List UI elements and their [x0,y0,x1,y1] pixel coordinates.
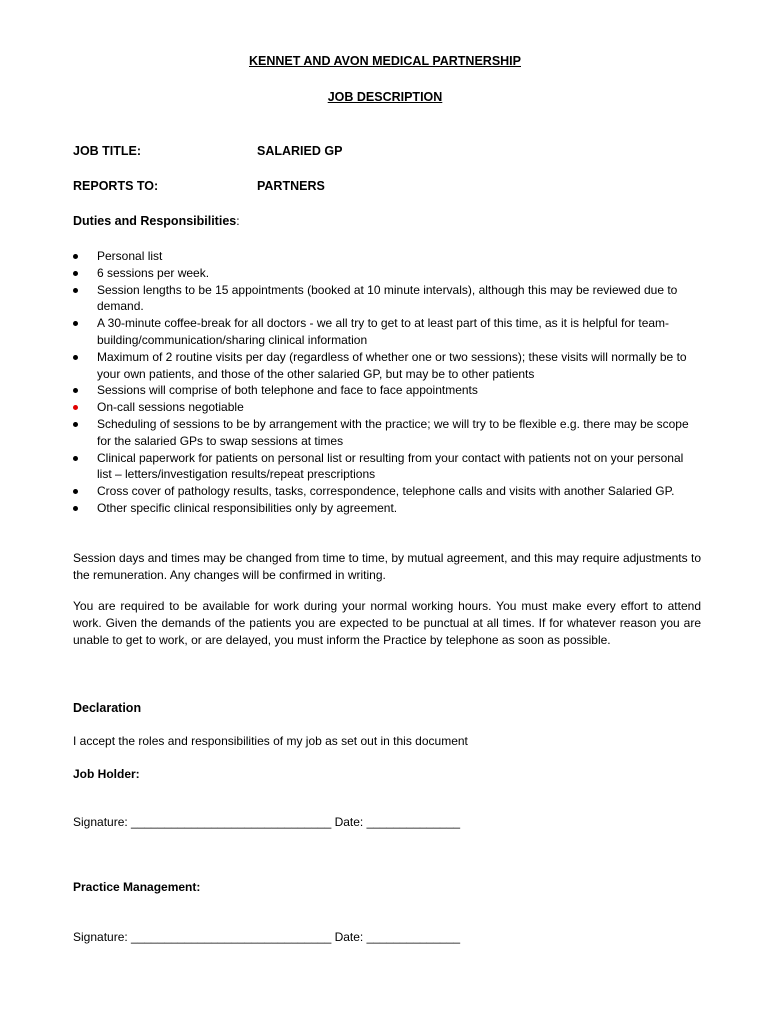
reports-to-label: REPORTS TO: [73,179,159,193]
list-item [73,382,701,399]
duties-heading-text: Duties and Responsibilities [73,214,237,228]
list-item [73,265,701,282]
duty-text: 6 sessions per week. [97,265,210,280]
list-item [73,315,701,349]
practice-management-label: Practice Management: [73,880,201,894]
practice-signature-line[interactable]: Signature: ______________________________ Date: ______________ [73,930,461,944]
list-item [73,483,701,500]
bullet-icon [73,254,78,259]
duty-text: Session lengths to be 15 appointments (booked at 10 minute intervals), although this may be reviewed due to demand. [97,282,678,314]
duties-list [73,248,701,517]
duty-text: Scheduling of sessions to be by arrangement with the practice; we will try to be flexible e.g. there may be scope for the salaried GPs to swap sessions at times [97,416,689,448]
list-item [73,349,701,383]
bullet-icon [73,506,78,511]
list-item [73,248,701,265]
bullet-icon [73,422,78,427]
bullet-icon [73,355,78,360]
duty-text: Clinical paperwork for patients on personal list or resulting from your contact with patients not on your personal list – letters/investigation results/repeat prescriptions [97,450,684,482]
duty-text: A 30-minute coffee-break for all doctors - we all try to get to at least part of this time, as it is helpful for team-building/communication/sharing clinical information [97,316,670,347]
bullet-icon [73,288,78,293]
declaration-statement: I accept the roles and responsibilities of my job as set out in this document [73,734,468,748]
job-holder-signature-line[interactable]: Signature: ______________________________ Date: ______________ [73,815,461,829]
duty-text: On-call sessions negotiable [97,400,244,415]
reports-to-value: PARTNERS [257,179,325,193]
declaration-heading: Declaration [73,701,142,715]
duties-heading [73,213,240,230]
duty-text: Cross cover of pathology results, tasks, correspondence, telephone calls and visits with another Salaried GP. [97,484,675,499]
duty-text: Personal list [97,249,163,263]
bullet-icon [73,405,78,410]
list-item [73,399,701,416]
list-item [73,282,701,316]
bullet-icon [73,489,78,494]
bullet-icon [73,321,78,326]
job-title-label: JOB TITLE: [73,144,142,158]
availability-paragraph: You are required to be available for work during your normal working hours. You must make every effort to attend work. Given the demands of the patients you are expected to be punctual at all times. If for whatever reason you are unable to get to work, or are delayed, you must inform the Practice by telephone as soon as possible. [73,599,701,647]
bullet-icon [73,456,78,461]
session-changes-paragraph: Session days and times may be changed from time to time, by mutual agreement, and this may require adjustments to the remuneration. Any changes will be confirmed in writing. [73,551,701,582]
bullet-icon [73,388,78,393]
duties-heading-suffix: : [236,214,240,228]
job-title-value: SALARIED GP [257,144,343,158]
list-item [73,450,701,484]
duty-text: Sessions will comprise of both telephone and face to face appointments [97,383,478,398]
duty-text: Other specific clinical responsibilities only by agreement. [97,500,398,515]
bullet-icon [73,271,78,276]
list-item [73,416,701,450]
duty-text: Maximum of 2 routine visits per day (regardless of whether one or two sessions); these visits will normally be to your own patients, and those of the other salaried GP, but may be to other patients [97,349,687,381]
organization-title: KENNET AND AVON MEDICAL PARTNERSHIP [248,54,521,68]
list-item [73,500,701,517]
document-title: JOB DESCRIPTION [327,90,443,104]
job-holder-label: Job Holder: [73,767,140,781]
